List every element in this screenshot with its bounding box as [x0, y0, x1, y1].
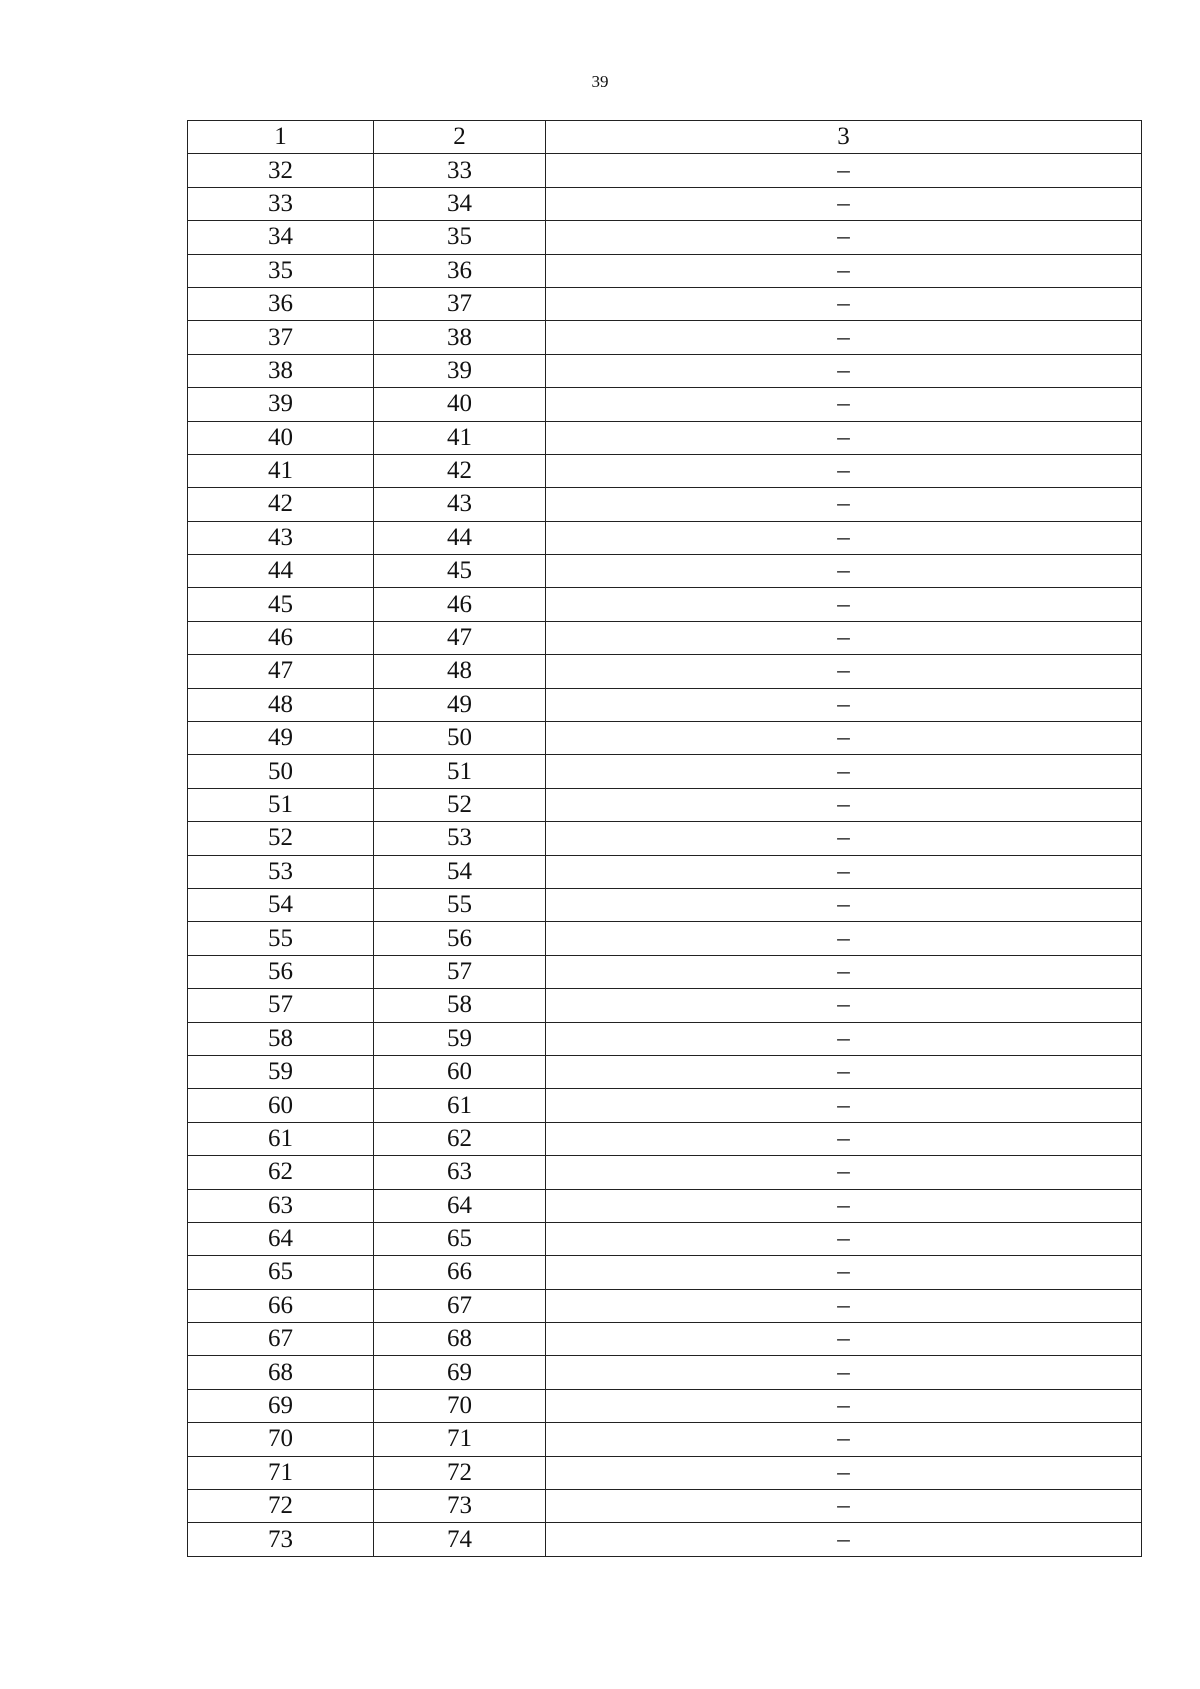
table-cell-col-3: – [546, 755, 1142, 788]
table-cell-col-2: 42 [374, 454, 546, 487]
table-cell-col-3: – [546, 388, 1142, 421]
table-cell-col-2: 57 [374, 955, 546, 988]
table-cell-col-3: – [546, 621, 1142, 654]
table-cell-col-1: 57 [188, 989, 374, 1022]
table-row [188, 388, 1142, 421]
table-cell-col-2: 49 [374, 688, 546, 721]
table-cell-col-3: – [546, 254, 1142, 287]
table-cell-col-2: 67 [374, 1289, 546, 1322]
table-cell-col-2: 36 [374, 254, 546, 287]
table-cell-col-3: – [546, 221, 1142, 254]
table-cell-col-2: 74 [374, 1523, 546, 1556]
table-row [188, 488, 1142, 521]
table-cell-col-1: 58 [188, 1022, 374, 1055]
table-cell-col-3: – [546, 1089, 1142, 1122]
table-cell-col-2: 63 [374, 1156, 546, 1189]
table-cell-col-1: 38 [188, 354, 374, 387]
table-row [188, 989, 1142, 1022]
table-cell-col-1: 34 [188, 221, 374, 254]
table-cell-col-3: – [546, 955, 1142, 988]
table-row [188, 588, 1142, 621]
table-cell-col-2: 55 [374, 888, 546, 921]
table-row [188, 1289, 1142, 1322]
table-cell-col-2: 73 [374, 1490, 546, 1523]
table-cell-col-2: 64 [374, 1189, 546, 1222]
table-cell-col-2: 43 [374, 488, 546, 521]
table-cell-col-1: 51 [188, 788, 374, 821]
table-cell-col-1: 52 [188, 822, 374, 855]
column-header-3: 3 [546, 121, 1142, 154]
table-cell-col-1: 60 [188, 1089, 374, 1122]
table-cell-col-2: 35 [374, 221, 546, 254]
table-cell-col-2: 68 [374, 1323, 546, 1356]
table-row [188, 1156, 1142, 1189]
table-row [188, 1490, 1142, 1523]
table-row [188, 955, 1142, 988]
table-cell-col-2: 59 [374, 1022, 546, 1055]
table-cell-col-3: – [546, 1156, 1142, 1189]
table-cell-col-1: 39 [188, 388, 374, 421]
table-cell-col-1: 59 [188, 1055, 374, 1088]
table-row [188, 1256, 1142, 1289]
table-cell-col-3: – [546, 1456, 1142, 1489]
table-row [188, 521, 1142, 554]
table-body [188, 154, 1142, 1556]
table-cell-col-2: 53 [374, 822, 546, 855]
table-row [188, 555, 1142, 588]
table-row [188, 1222, 1142, 1255]
table-cell-col-1: 54 [188, 888, 374, 921]
table-cell-col-3: – [546, 1423, 1142, 1456]
table-cell-col-3: – [546, 1189, 1142, 1222]
table-cell-col-1: 35 [188, 254, 374, 287]
column-header-2: 2 [374, 121, 546, 154]
table-cell-col-3: – [546, 1022, 1142, 1055]
table-row [188, 888, 1142, 921]
table-cell-col-2: 41 [374, 421, 546, 454]
table-cell-col-1: 40 [188, 421, 374, 454]
table-cell-col-3: – [546, 454, 1142, 487]
table-cell-col-3: – [546, 287, 1142, 320]
table-cell-col-2: 50 [374, 722, 546, 755]
table-row [188, 655, 1142, 688]
table-cell-col-2: 52 [374, 788, 546, 821]
table-cell-col-1: 47 [188, 655, 374, 688]
table-cell-col-2: 61 [374, 1089, 546, 1122]
table-cell-col-3: – [546, 788, 1142, 821]
table-row [188, 822, 1142, 855]
table-cell-col-2: 48 [374, 655, 546, 688]
table-cell-col-3: – [546, 1055, 1142, 1088]
table-cell-col-2: 51 [374, 755, 546, 788]
table-cell-col-2: 65 [374, 1222, 546, 1255]
table-row [188, 1423, 1142, 1456]
table-row [188, 1122, 1142, 1155]
table-cell-col-3: – [546, 421, 1142, 454]
table-cell-col-1: 67 [188, 1323, 374, 1356]
table-row [188, 621, 1142, 654]
table-cell-col-2: 39 [374, 354, 546, 387]
table-header-row [188, 121, 1142, 154]
table-cell-col-2: 45 [374, 555, 546, 588]
table-row [188, 187, 1142, 220]
table-cell-col-2: 71 [374, 1423, 546, 1456]
table-cell-col-1: 33 [188, 187, 374, 220]
data-table [187, 120, 1142, 1557]
table-row [188, 788, 1142, 821]
table-cell-col-3: – [546, 989, 1142, 1022]
table-cell-col-3: – [546, 321, 1142, 354]
table-row [188, 1389, 1142, 1422]
table-cell-col-1: 63 [188, 1189, 374, 1222]
page-number: 39 [591, 72, 609, 91]
table-cell-col-2: 38 [374, 321, 546, 354]
table-cell-col-2: 70 [374, 1389, 546, 1422]
table-cell-col-1: 53 [188, 855, 374, 888]
table-cell-col-3: – [546, 1389, 1142, 1422]
table-row [188, 454, 1142, 487]
table-cell-col-1: 44 [188, 555, 374, 588]
table-cell-col-1: 49 [188, 722, 374, 755]
table-cell-col-2: 58 [374, 989, 546, 1022]
table-cell-col-2: 60 [374, 1055, 546, 1088]
table-cell-col-1: 37 [188, 321, 374, 354]
table-cell-col-2: 47 [374, 621, 546, 654]
table-row [188, 1323, 1142, 1356]
table-cell-col-3: – [546, 187, 1142, 220]
table-cell-col-3: – [546, 555, 1142, 588]
table-cell-col-3: – [546, 888, 1142, 921]
table-cell-col-3: – [546, 822, 1142, 855]
table-cell-col-3: – [546, 1356, 1142, 1389]
table-cell-col-1: 73 [188, 1523, 374, 1556]
table-row [188, 1189, 1142, 1222]
table-cell-col-1: 50 [188, 755, 374, 788]
table-cell-col-1: 72 [188, 1490, 374, 1523]
table-cell-col-2: 62 [374, 1122, 546, 1155]
table-cell-col-1: 36 [188, 287, 374, 320]
table-row [188, 354, 1142, 387]
table-row [188, 221, 1142, 254]
table-row [188, 1022, 1142, 1055]
table-cell-col-2: 66 [374, 1256, 546, 1289]
table-row [188, 755, 1142, 788]
table-row [188, 1523, 1142, 1556]
table-row [188, 722, 1142, 755]
table-cell-col-2: 56 [374, 922, 546, 955]
table-cell-col-2: 72 [374, 1456, 546, 1489]
table-cell-col-1: 64 [188, 1222, 374, 1255]
table-cell-col-2: 46 [374, 588, 546, 621]
table-cell-col-2: 54 [374, 855, 546, 888]
table-cell-col-1: 66 [188, 1289, 374, 1322]
table-cell-col-1: 32 [188, 154, 374, 187]
table-cell-col-3: – [546, 354, 1142, 387]
table-cell-col-2: 37 [374, 287, 546, 320]
table-cell-col-1: 65 [188, 1256, 374, 1289]
table-cell-col-2: 40 [374, 388, 546, 421]
table-cell-col-1: 55 [188, 922, 374, 955]
table-cell-col-3: – [546, 1523, 1142, 1556]
table-cell-col-3: – [546, 1122, 1142, 1155]
table-cell-col-2: 69 [374, 1356, 546, 1389]
table-row [188, 1089, 1142, 1122]
table-cell-col-3: – [546, 1323, 1142, 1356]
table-row [188, 1456, 1142, 1489]
table-row [188, 1356, 1142, 1389]
table-cell-col-1: 56 [188, 955, 374, 988]
table-cell-col-3: – [546, 488, 1142, 521]
table-cell-col-3: – [546, 855, 1142, 888]
table-cell-col-2: 33 [374, 154, 546, 187]
table-cell-col-3: – [546, 1289, 1142, 1322]
table-cell-col-1: 70 [188, 1423, 374, 1456]
table-row [188, 254, 1142, 287]
table-cell-col-1: 68 [188, 1356, 374, 1389]
table-cell-col-1: 42 [188, 488, 374, 521]
column-header-1: 1 [188, 121, 374, 154]
table-cell-col-1: 61 [188, 1122, 374, 1155]
table-cell-col-3: – [546, 922, 1142, 955]
table-row [188, 1055, 1142, 1088]
table-cell-col-1: 43 [188, 521, 374, 554]
table-cell-col-3: – [546, 1490, 1142, 1523]
table-cell-col-3: – [546, 588, 1142, 621]
table-cell-col-2: 34 [374, 187, 546, 220]
table-row [188, 287, 1142, 320]
table-cell-col-1: 46 [188, 621, 374, 654]
table-cell-col-3: – [546, 521, 1142, 554]
table-row [188, 688, 1142, 721]
table-cell-col-3: – [546, 722, 1142, 755]
table-cell-col-3: – [546, 154, 1142, 187]
table-row [188, 421, 1142, 454]
table-row [188, 321, 1142, 354]
table-cell-col-1: 69 [188, 1389, 374, 1422]
table-cell-col-1: 71 [188, 1456, 374, 1489]
table-cell-col-2: 44 [374, 521, 546, 554]
table-cell-col-3: – [546, 1222, 1142, 1255]
table-cell-col-3: – [546, 1256, 1142, 1289]
table-cell-col-3: – [546, 655, 1142, 688]
table-cell-col-1: 48 [188, 688, 374, 721]
table-cell-col-1: 41 [188, 454, 374, 487]
table-cell-col-1: 62 [188, 1156, 374, 1189]
table-row [188, 154, 1142, 187]
table-row [188, 922, 1142, 955]
table-cell-col-1: 45 [188, 588, 374, 621]
table-row [188, 855, 1142, 888]
table-cell-col-3: – [546, 688, 1142, 721]
